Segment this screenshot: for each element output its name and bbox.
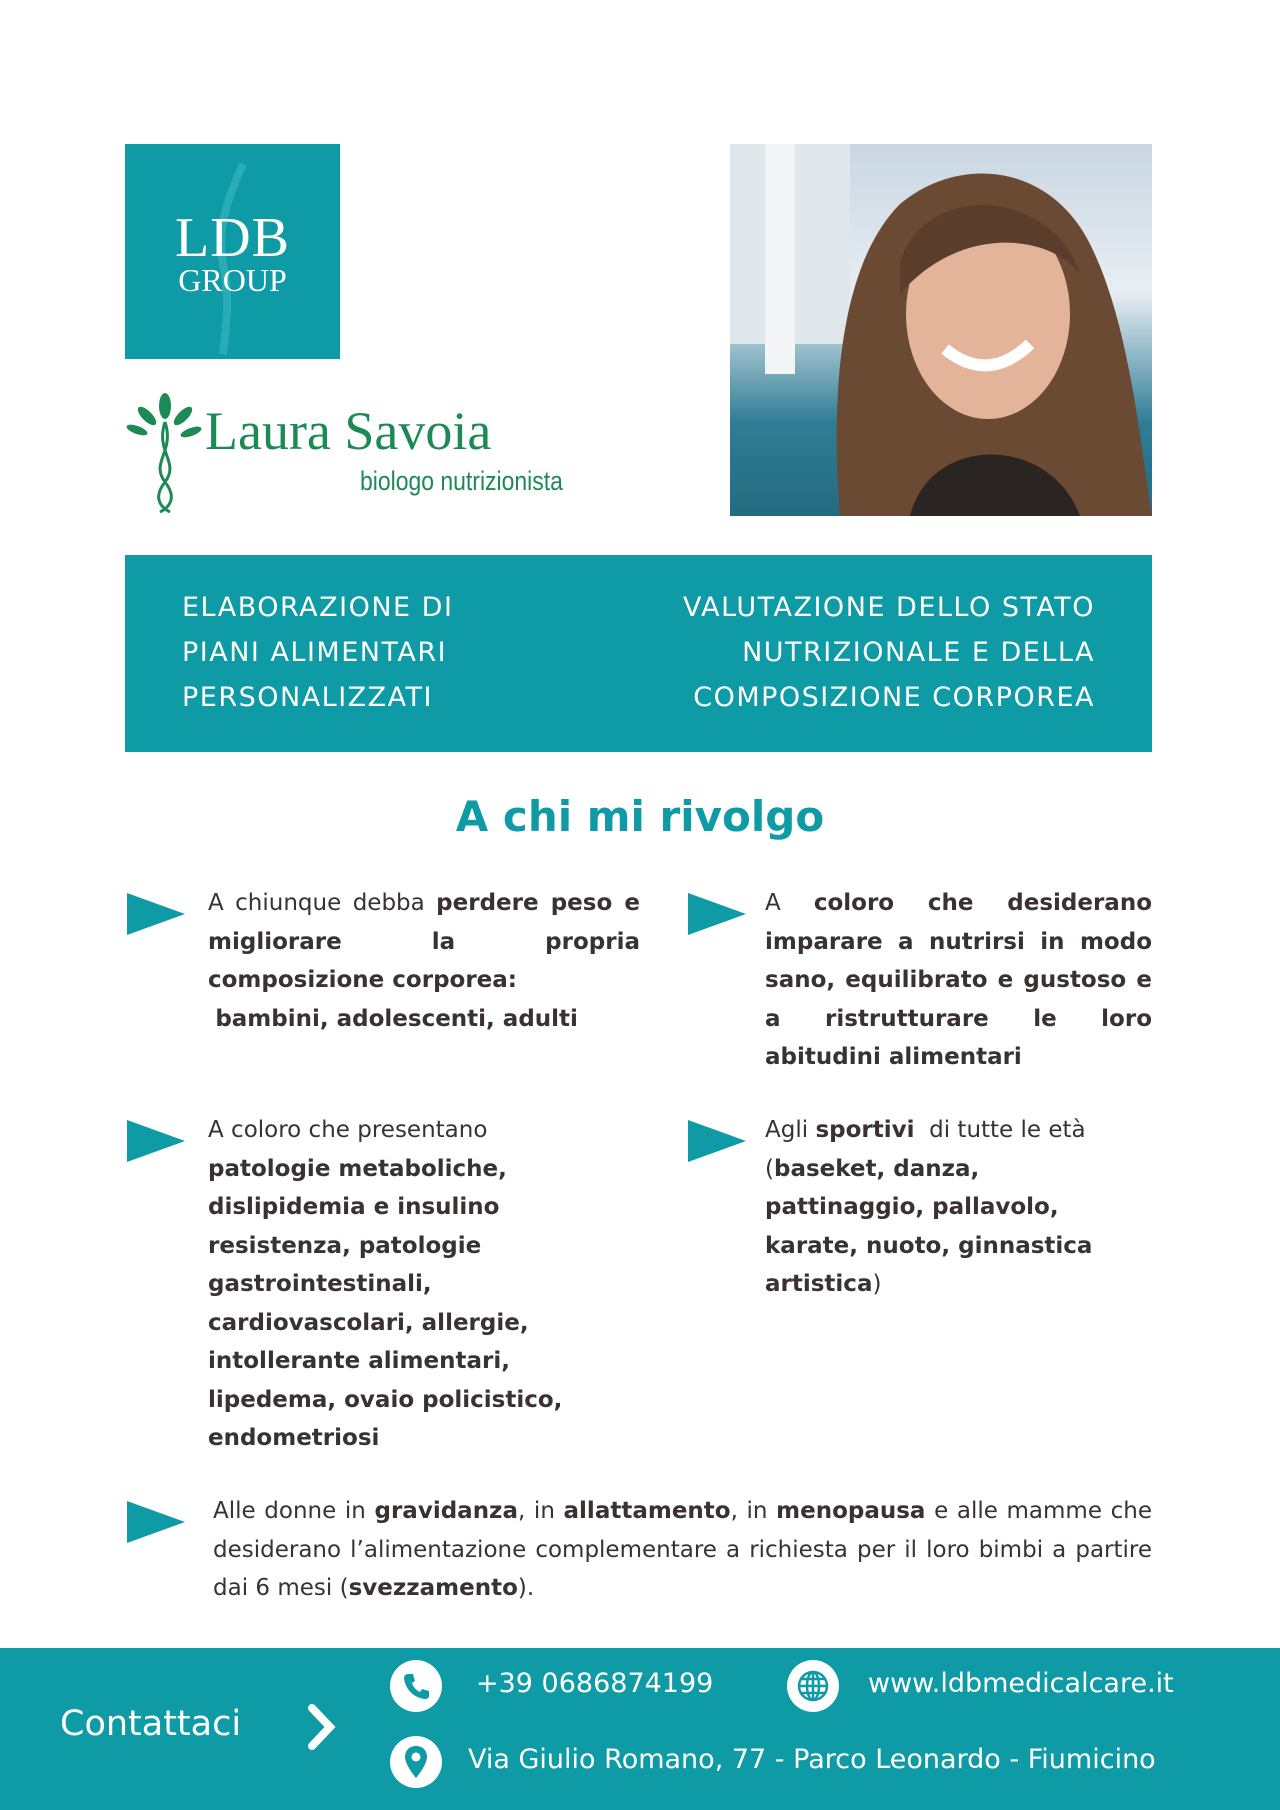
target-weight-loss: A chiunque debba perdere peso e migliorare la propria composizione corporea: bambini, adolescenti, adulti — [208, 890, 640, 1032]
logo-text-group: GROUP — [178, 262, 287, 298]
triangle-bullet-icon — [127, 1501, 185, 1543]
target-pregnancy: Alle donne in gravidanza, in allattamento, in menopausa e alle mamme che desiderano l’alimentazione complementare a richiesta per il loro bimbi a partire dai 6 mesi (svezzamento). — [213, 1498, 1152, 1601]
phone-icon — [390, 1660, 442, 1712]
plant-icon — [125, 392, 205, 517]
ldb-group-logo — [125, 144, 340, 359]
contact-cta-label: Contattaci — [60, 1704, 242, 1744]
triangle-bullet-icon — [127, 893, 185, 935]
globe-icon — [787, 1660, 839, 1712]
portrait-image — [730, 144, 1152, 516]
service-line: PIANI ALIMENTARI — [182, 637, 448, 668]
triangle-bullet-icon — [688, 893, 746, 935]
service-line: NUTRIZIONALE E DELLA — [742, 637, 1095, 668]
triangle-bullet-icon — [127, 1120, 185, 1162]
website-link[interactable]: www.ldbmedicalcare.it — [868, 1668, 1174, 1699]
phone-number[interactable]: +39 0686874199 — [476, 1668, 714, 1699]
location-pin-icon — [390, 1736, 442, 1788]
service-line: COMPOSIZIONE CORPOREA — [693, 682, 1095, 713]
triangle-bullet-icon — [688, 1120, 746, 1162]
target-athletes: Agli sportivi di tutte le età (baseket, danza, pattinaggio, pallavolo, karate, nuoto, ginnastica artistica) — [765, 1117, 1093, 1297]
address-text: Via Giulio Romano, 77 - Parco Leonardo - Fiumicino — [468, 1744, 1156, 1775]
services-banner — [125, 555, 1152, 752]
laura-savoia-logo — [125, 392, 605, 517]
contact-footer — [0, 1648, 1280, 1810]
target-pathologies: A coloro che presentano patologie metaboliche, dislipidemia e insulino resistenza, patologie gastrointestinali, cardiovascolari, allergie, intollerante alimentari, lipedema, ovaio policistico, endometriosi — [208, 1117, 563, 1451]
logo-subtitle: biologo nutrizionista — [360, 466, 563, 496]
service-line: ELABORAZIONE DI — [182, 592, 454, 623]
logo-text-ldb: LDB — [175, 207, 290, 269]
service-meal-plans — [182, 585, 453, 720]
chevron-right-icon[interactable] — [306, 1704, 336, 1750]
logo-name: Laura Savoia — [205, 401, 492, 461]
target-healthy-eating: A coloro che desiderano imparare a nutrirsi in modo sano, equilibrato e gustoso e a ristrutturare le loro abitudini alimentari — [765, 890, 1153, 1070]
service-nutritional-assessment — [683, 585, 1095, 720]
section-heading: A chi mi rivolgo — [455, 792, 825, 841]
service-line: VALUTAZIONE DELLO STATO — [682, 592, 1095, 623]
profile-photo — [730, 144, 1152, 516]
service-line: PERSONALIZZATI — [182, 682, 433, 713]
